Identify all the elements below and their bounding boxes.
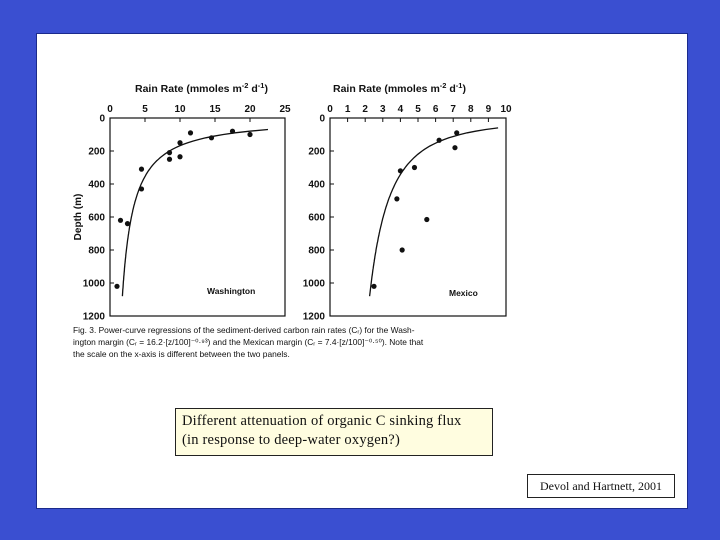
y-tick-label: 1000 [302, 278, 325, 290]
data-point [167, 150, 172, 155]
x-tick-label: 7 [450, 104, 456, 115]
caption-line-3: the scale on the x-axis is different between the two panels. [73, 349, 290, 359]
x-tick-label: 15 [209, 104, 221, 115]
y-tick-label: 0 [319, 113, 325, 125]
caption-line-2: ington margin (Cᵣ = 16.2·[z/100]⁻⁰·⁹³) and the Mexican margin (Cᵣ = 7.4·[z/100]⁻⁰·⁵⁰). Note that [73, 337, 424, 347]
data-point [247, 132, 252, 137]
x-tick-label: 5 [142, 104, 148, 115]
x-tick-label: 0 [107, 104, 113, 115]
figure-caption [73, 325, 424, 359]
axis-ticks-left [83, 104, 291, 323]
data-point [437, 138, 442, 143]
y-tick-label: 400 [308, 179, 325, 191]
y-tick-label: 1200 [302, 311, 325, 323]
x-tick-label: 20 [244, 104, 256, 115]
y-tick-label: 400 [88, 179, 105, 191]
x-tick-label: 6 [432, 104, 439, 115]
x-tick-label: 25 [279, 104, 291, 115]
x-tick-label: 9 [485, 104, 492, 115]
note-line-1: Different attenuation of organic C sinking flux [182, 413, 462, 429]
citation-box: Devol and Hartnett, 2001 [527, 474, 675, 498]
content-panel [36, 33, 688, 509]
panel-label-mexico: Mexico [449, 288, 478, 298]
data-point [125, 221, 130, 226]
x-tick-label: 10 [174, 104, 186, 115]
data-point [188, 130, 193, 135]
caption-line-1: Fig. 3. Power-curve regressions of the sediment-derived carbon rain rates (Cᵣ) for the Wash- [73, 325, 415, 335]
data-point [139, 167, 144, 172]
x-tick-label: 10 [500, 104, 512, 115]
data-point [452, 145, 457, 150]
note-line-2: (in response to deep-water oxygen?) [182, 432, 400, 448]
y-tick-label: 600 [88, 212, 105, 224]
fit-curve-left [122, 130, 268, 297]
data-point [177, 140, 182, 145]
data-point [114, 284, 119, 289]
x-tick-label: 3 [380, 104, 386, 115]
data-point [371, 284, 376, 289]
y-axis-label: Depth (m) [73, 193, 84, 241]
chart-title-left: Rain Rate (mmoles $m^{-2}$ $d^{-1}$) [135, 81, 268, 95]
data-point [118, 218, 123, 223]
data-point [167, 157, 172, 162]
data-point [424, 217, 429, 222]
x-tick-label: 4 [397, 104, 404, 115]
x-tick-label: 5 [415, 104, 421, 115]
y-tick-label: 600 [308, 212, 325, 224]
x-tick-label: 8 [468, 104, 474, 115]
data-point [139, 186, 144, 191]
chart-mexico [303, 81, 512, 323]
points-left [114, 129, 252, 289]
data-point [412, 165, 417, 170]
y-tick-label: 0 [99, 113, 105, 125]
data-point [209, 135, 214, 140]
data-point [400, 247, 405, 252]
plot-frame-right [330, 118, 506, 316]
data-point [394, 196, 399, 201]
data-point [398, 168, 403, 173]
panel-label-washington: Washington [207, 286, 256, 296]
plot-frame-left [110, 118, 285, 316]
x-tick-label: 0 [327, 104, 333, 115]
chart-title-right: Rain Rate (mmoles $m^{-2}$ $d^{-1}$) [333, 81, 466, 95]
chart-washington [73, 81, 291, 323]
x-tick-label: 2 [362, 104, 368, 115]
y-tick-label: 1000 [82, 278, 105, 290]
y-tick-label: 1200 [82, 311, 105, 323]
data-point [230, 129, 235, 134]
data-point [177, 154, 182, 159]
y-tick-label: 800 [308, 245, 325, 257]
y-tick-label: 800 [88, 245, 105, 257]
x-tick-label: 1 [344, 104, 351, 115]
fit-curve-right [370, 128, 499, 296]
data-point [454, 130, 459, 135]
note-box [175, 408, 493, 456]
y-tick-label: 200 [308, 146, 325, 158]
y-tick-label: 200 [88, 146, 105, 158]
axis-ticks-right [303, 104, 512, 323]
